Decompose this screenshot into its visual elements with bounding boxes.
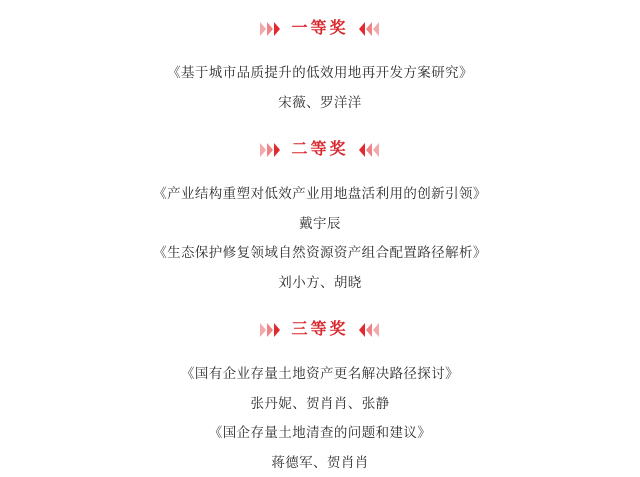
award-section-third-prize [0, 315, 640, 477]
award-heading-label: 三等奖 [291, 321, 349, 338]
entry-authors: 戴宇辰 [299, 216, 341, 231]
award-entry [0, 238, 640, 297]
award-heading-row [0, 135, 640, 165]
entry-authors: 蒋德军、贺肖肖 [271, 455, 369, 470]
entry-title: 《国有企业存量土地资产更名解决路径探讨》 [181, 366, 459, 381]
award-heading-row [0, 14, 640, 44]
award-entry [0, 58, 640, 117]
award-entry [0, 359, 640, 418]
entry-authors: 张丹妮、贺肖肖、张静 [250, 396, 390, 411]
award-section-first-prize [0, 14, 640, 117]
award-heading-label: 一等奖 [291, 20, 349, 37]
entry-title: 《国企存量土地清查的问题和建议》 [208, 425, 432, 440]
chevron-left-cluster-right-icon [359, 323, 380, 337]
chevron-right-cluster-left-icon [260, 143, 281, 157]
chevron-left-cluster-right-icon [359, 22, 380, 36]
award-entry [0, 418, 640, 477]
award-entry [0, 179, 640, 238]
chevron-right-cluster-left-icon [260, 22, 281, 36]
chevron-left-cluster-right-icon [359, 143, 380, 157]
entry-authors: 宋薇、罗洋洋 [278, 95, 362, 110]
award-section-second-prize [0, 135, 640, 297]
entry-title: 《生态保护修复领域自然资源资产组合配置路径解析》 [153, 245, 487, 260]
chevron-right-cluster-left-icon [260, 323, 281, 337]
entry-title: 《基于城市品质提升的低效用地再开发方案研究》 [167, 65, 473, 80]
award-heading-label: 二等奖 [291, 141, 349, 158]
award-heading-row [0, 315, 640, 345]
entry-title: 《产业结构重塑对低效产业用地盘活利用的创新引领》 [153, 186, 487, 201]
entry-authors: 刘小方、胡晓 [278, 275, 362, 290]
